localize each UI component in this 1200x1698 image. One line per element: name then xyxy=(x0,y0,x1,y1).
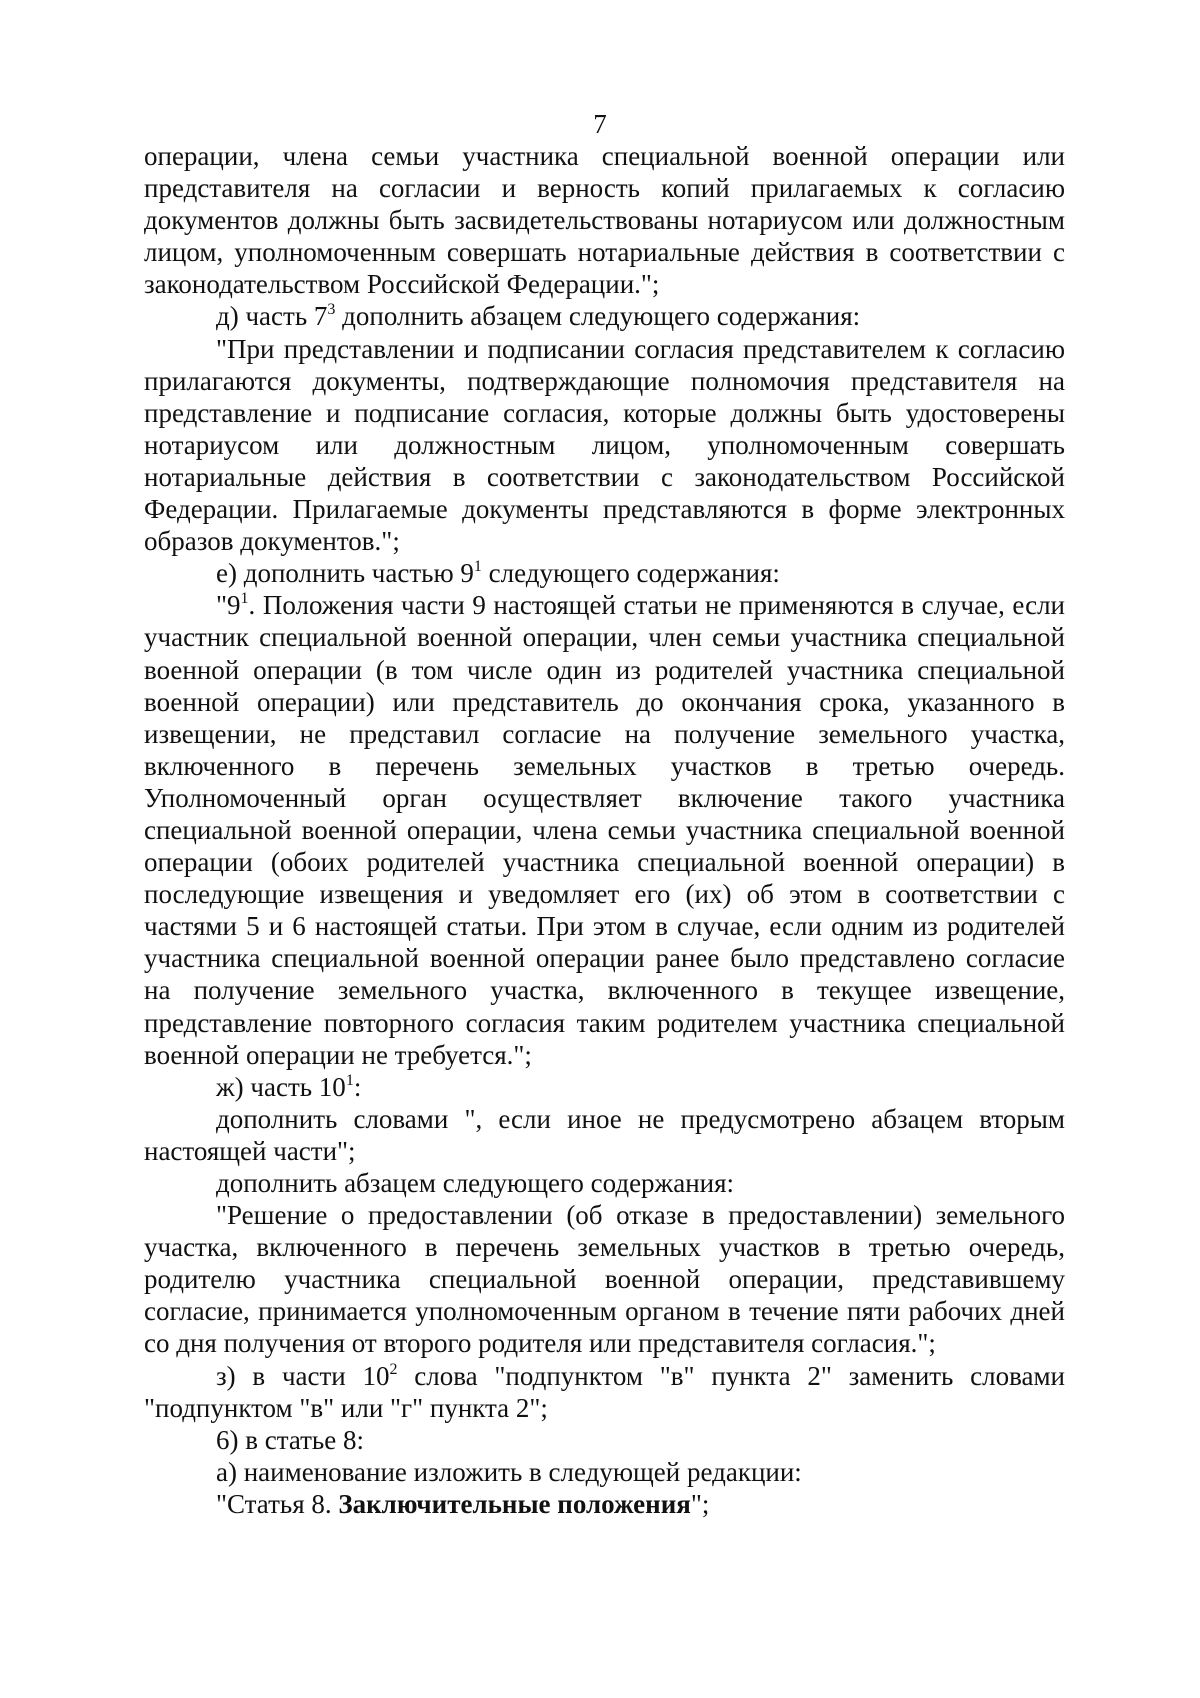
paragraph-text: "; xyxy=(690,1488,710,1519)
paragraph-amendment-e xyxy=(144,557,1065,589)
page-number: 7 xyxy=(593,109,607,139)
paragraph-article-8: 6) в статье 8: xyxy=(216,1424,364,1455)
paragraph-text: з) в части 10 xyxy=(216,1360,390,1391)
paragraph-text: е) дополнить частью 9 xyxy=(216,558,474,589)
paragraph-continuation: операции, члена семьи участника специальной военной операции или представителя на согласии и верность копий прилагаемых к согласию документов должны быть засвидетельствованы нотариусом или должностным лицом, уполномоченным совершать нотариальные действия в соответствии с законодательством Российской Федерации."; xyxy=(144,141,1065,300)
superscript: 1 xyxy=(240,590,249,608)
article-title-bold: Заключительные положения xyxy=(338,1488,691,1519)
superscript: 2 xyxy=(389,1360,398,1378)
paragraph-text: . Положения части 9 настоящей статьи не применяются в случае, если участник специальной военной операции, член семьи участника специальной военной операции (в том числе один из родителей участника специальной военной операции) или представитель до окончания срока, указанного в извещении, не представил согласие на получение земельного участка, включенного в перечень земельных участков в третью очередь. Уполномоченный орган осуществляет включение такого участника специальной военной операции, члена семьи участника специальной военной операции (обоих родителей участника специальной военной операции) в последующие извещения и уведомляет его (их) об этом в соответствии с частями 5 и 6 настоящей статьи. При этом в случае, если одним из родителей участника специальной военной операции ранее было представлено согласие на получение земельного участка, включенного в текущее извещение, представление повторного согласия таким родителем участника специальной военной операции не требуется."; xyxy=(144,590,1065,1070)
paragraph-text: слова "подпунктом "в" пункта 2" заменить словами "подпунктом "в" или "г" пункта 2"; xyxy=(144,1360,1066,1423)
paragraph-text: следующего содержания: xyxy=(481,558,780,589)
paragraph-quote-part-9-1 xyxy=(144,589,1065,1070)
paragraph-amendment-z xyxy=(144,1360,1065,1424)
paragraph-amendment-d xyxy=(144,300,1065,332)
paragraph-text: ж) часть 10 xyxy=(216,1071,346,1102)
superscript: 1 xyxy=(473,558,482,576)
paragraph-quote-representative: "При представлении и подписании согласия представителем к согласию прилагаются документы, подтверждающие полномочия представителя на представление и подписание согласия, которые должны быть удостоверены нотариусом или должностным лицом, уполномоченным совершать нотариальные действия в соответствии с законодательством Российской Федерации. Прилагаемые документы представляются в форме электронных образов документов."; xyxy=(144,333,1065,557)
superscript: 3 xyxy=(327,301,336,319)
paragraph-article-8-title xyxy=(144,1488,1065,1520)
paragraph-text: : xyxy=(353,1071,362,1102)
document-body xyxy=(144,140,1065,1520)
superscript: 1 xyxy=(345,1071,354,1089)
paragraph-amendment-zh xyxy=(144,1071,1065,1103)
paragraph-text: дополнить абзацем следующего содержания: xyxy=(335,301,861,332)
paragraph-text: "Статья 8. xyxy=(216,1488,339,1519)
paragraph-text: "9 xyxy=(216,590,241,621)
paragraph-quote-decision: "Решение о предоставлении (об отказе в предоставлении) земельного участка, включенного в перечень земельных участков в третью очередь, родителю участника специальной военной операции, представившему согласие, принимается уполномоченным органом в течение пяти рабочих дней со дня получения от второго родителя или представителя согласия."; xyxy=(144,1200,1065,1359)
paragraph-title-change: а) наименование изложить в следующей редакции: xyxy=(216,1456,802,1487)
paragraph-add-abzac: дополнить абзацем следующего содержания: xyxy=(216,1168,735,1198)
paragraph-add-words: дополнить словами ", если иное не предусмотрено абзацем вторым настоящей части"; xyxy=(144,1103,1065,1166)
paragraph-text: д) часть 7 xyxy=(216,301,328,332)
